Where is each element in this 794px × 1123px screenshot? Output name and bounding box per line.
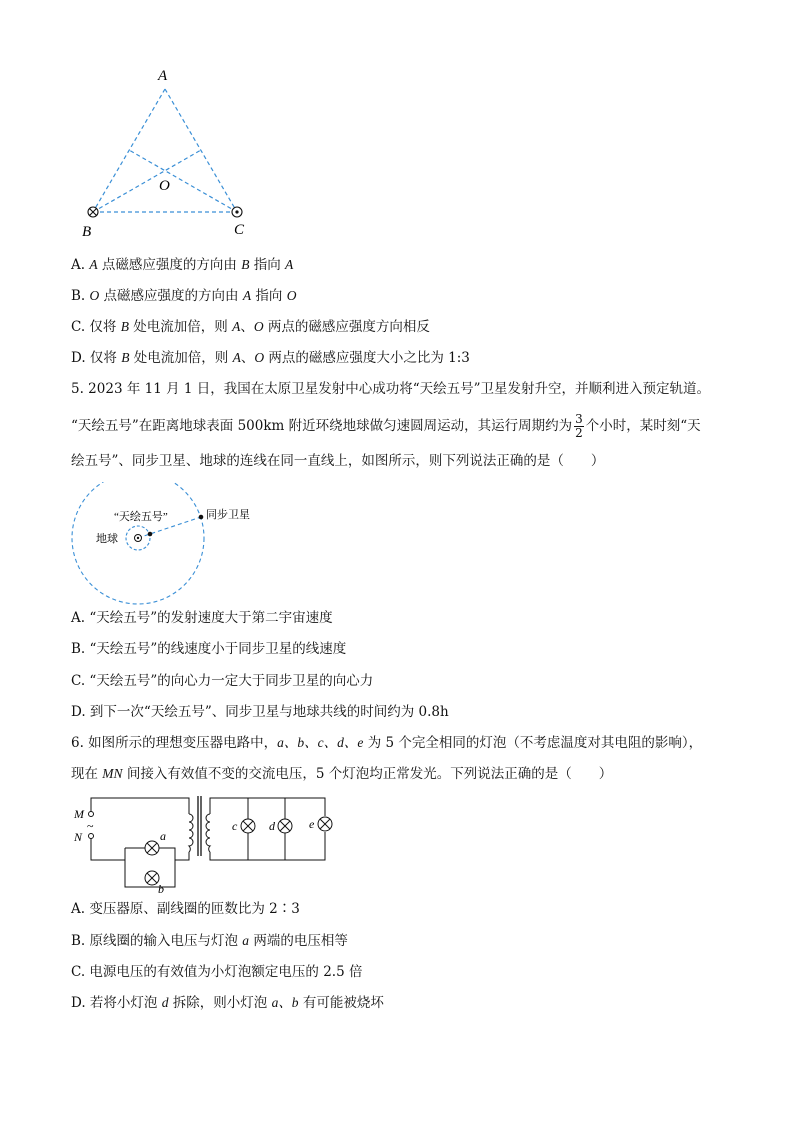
q6-option-b: B. 原线圈的输入电压与灯泡 a 两端的电压相等	[71, 933, 348, 949]
earth-label: 地球	[96, 533, 118, 545]
q5-option-b: B. “天绘五号”的线速度小于同步卫星的线速度	[71, 641, 347, 657]
label-C: C	[234, 222, 245, 238]
q4-option-d: D. 仅将 B 处电流加倍，则 A、O 两点的磁感应强度大小之比为 1:3	[71, 350, 470, 366]
q6-option-d: D. 若将小灯泡 d 拆除，则小灯泡 a、b 有可能被烧坏	[71, 995, 384, 1011]
svg-text:e: e	[309, 817, 315, 831]
current-into-page-icon	[88, 207, 98, 217]
label-A: A	[158, 68, 168, 84]
q6-stem-line2: 现在 MN 间接入有效值不变的交流电压，5 个灯泡均正常发光。下列说法正确的是（ ）	[71, 766, 613, 782]
svg-text:d: d	[269, 819, 275, 833]
fraction: $\frac{3}{2}$	[575, 412, 583, 440]
q4-option-b: B. O 点磁感应强度的方向由 A 指向 O	[71, 288, 297, 304]
q5-stem-line2: “天绘五号”在距离地球表面 500km 附近环绕地球做匀速圆周运动，其运行周期约为 $\frac{3}{2}$ 个小时，某时刻“天	[71, 412, 701, 440]
q5-option-c: C. “天绘五号”的向心力一定大于同步卫星的向心力	[71, 673, 374, 689]
svg-text:M: M	[74, 807, 84, 821]
svg-text:a: a	[160, 829, 166, 843]
triangle-figure	[80, 64, 260, 244]
geo-label: 同步卫星	[206, 509, 250, 521]
lamp-b-icon	[145, 871, 159, 885]
q5-stem-line1: 5. 2023 年 11 月 1 日，我国在太原卫星发射中心成功将“天绘五号”卫星发射升空，并顺利进入预定轨道。	[71, 381, 711, 397]
label-B: B	[82, 224, 92, 240]
geo-satellite-dot	[199, 515, 204, 520]
q6-option-a: A. 变压器原、副线圈的匝数比为 2∶3	[71, 901, 300, 917]
lamp-e-icon	[318, 817, 332, 831]
orbit-figure	[70, 482, 280, 606]
current-out-of-page-icon	[232, 207, 242, 217]
lamp-d-icon	[278, 819, 292, 833]
q4-option-c: C. 仅将 B 处电流加倍，则 A、O 两点的磁感应强度方向相反	[71, 319, 430, 335]
q6-stem-line1: 6. 如图所示的理想变压器电路中，a、b、c、d、e 为 5 个完全相同的灯泡（不考虑温度对其电阻的影响），	[71, 735, 703, 751]
lamp-c-icon	[241, 819, 255, 833]
svg-text:N: N	[74, 830, 83, 844]
svg-text:~: ~	[87, 819, 94, 833]
terminal-N	[89, 834, 94, 839]
sat-label: “天绘五号”	[114, 511, 168, 523]
lamp-a-icon	[145, 841, 159, 855]
earth-icon	[135, 535, 142, 542]
q5-stem-line3: 绘五号”、同步卫星、地球的连线在同一直线上，如图所示，则下列说法正确的是（ ）	[71, 453, 605, 469]
q5-option-a: A. “天绘五号”的发射速度大于第二宇宙速度	[71, 610, 333, 626]
q6-option-c: C. 电源电压的有效值为小灯泡额定电压的 2.5 倍	[71, 964, 363, 980]
svg-text:c: c	[232, 819, 238, 833]
q4-option-a: A. A 点磁感应强度的方向由 B 指向 A	[71, 257, 294, 273]
label-O: O	[159, 178, 170, 194]
svg-text:b: b	[158, 882, 164, 894]
terminal-M	[89, 812, 94, 817]
q5-option-d: D. 到下一次“天绘五号”、同步卫星与地球共线的时间约为 0.8h	[71, 704, 449, 720]
satellite-dot	[148, 532, 153, 537]
transformer-circuit-figure	[72, 792, 342, 894]
